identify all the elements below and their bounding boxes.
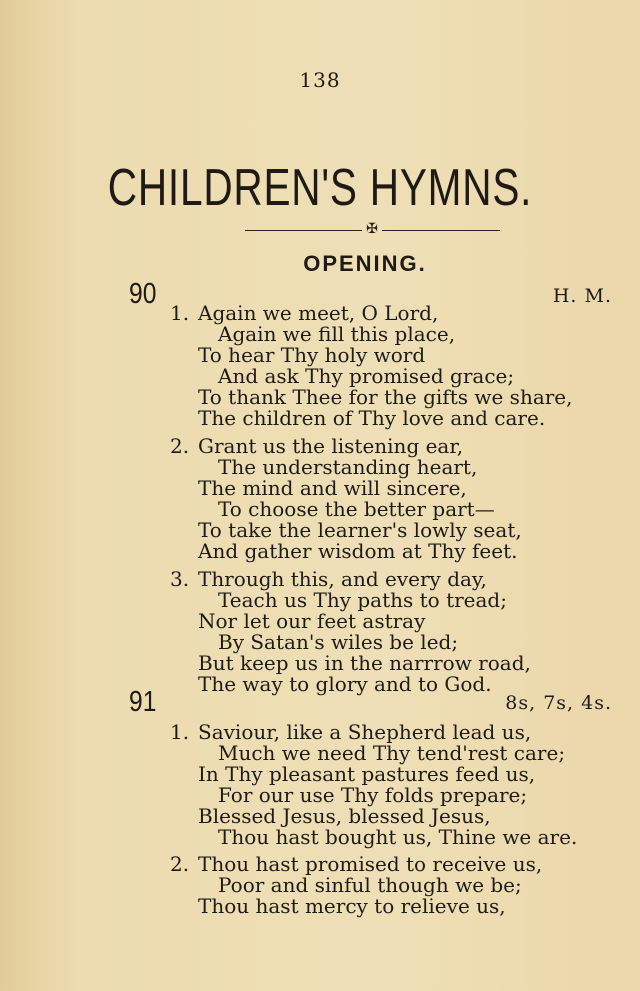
cross-ornament-icon: ✠ bbox=[366, 221, 378, 237]
verse-line: To thank Thee for the gifts we share, bbox=[198, 385, 573, 409]
ornament-rule-right bbox=[382, 230, 500, 231]
verse-number: 3. bbox=[170, 567, 190, 591]
verse-line: The way to glory and to God. bbox=[198, 672, 492, 696]
verse-line: By Satan's wiles be led; bbox=[218, 630, 459, 654]
verse-line: Saviour, like a Shepherd lead us, bbox=[198, 720, 532, 744]
hymn-number: 90 bbox=[129, 278, 157, 310]
verse-line: Again we meet, O Lord, bbox=[198, 301, 439, 325]
verse-line: Blessed Jesus, blessed Jesus, bbox=[198, 804, 491, 828]
hymn-meter: H. M. bbox=[552, 285, 612, 307]
subheading: OPENING. bbox=[303, 251, 427, 276]
verse-line: Much we need Thy tend'rest care; bbox=[218, 741, 566, 765]
verse-line: And gather wisdom at Thy feet. bbox=[198, 539, 518, 563]
section-title: CHILDREN'S HYMNS. bbox=[107, 159, 533, 217]
verse-number: 1. bbox=[170, 301, 190, 325]
page-number: 138 bbox=[299, 68, 341, 92]
verse-line: To choose the better part— bbox=[218, 497, 495, 521]
verse-line: The mind and will sincere, bbox=[198, 476, 467, 500]
verse-line: To hear Thy holy word bbox=[198, 343, 426, 367]
verse-line: The children of Thy love and care. bbox=[198, 406, 546, 430]
verse-line: In Thy pleasant pastures feed us, bbox=[198, 762, 536, 786]
verse-line: But keep us in the narrrow road, bbox=[198, 651, 531, 675]
verse-number: 2. bbox=[170, 434, 190, 458]
ornament-rule-left bbox=[245, 230, 362, 231]
verse-line: To take the learner's lowly seat, bbox=[198, 518, 522, 542]
verse-line: Through this, and every day, bbox=[198, 567, 487, 591]
title-ornament bbox=[0, 222, 640, 238]
verse-line: And ask Thy promised grace; bbox=[218, 364, 515, 388]
verse-line: Thou hast promised to receive us, bbox=[198, 852, 543, 876]
verse-line: Teach us Thy paths to tread; bbox=[218, 588, 507, 612]
verse-line: Again we fill this place, bbox=[218, 322, 456, 346]
verse-line: Grant us the listening ear, bbox=[198, 434, 464, 458]
verse-line: For our use Thy folds prepare; bbox=[218, 783, 528, 807]
verse-line: Nor let our feet astray bbox=[198, 609, 426, 633]
verse-number: 1. bbox=[170, 720, 190, 744]
verse-number: 2. bbox=[170, 852, 190, 876]
verse-line: Thou hast mercy to relieve us, bbox=[198, 894, 506, 918]
verse-line: The understanding heart, bbox=[218, 455, 478, 479]
hymn-meter: 8s, 7s, 4s. bbox=[505, 692, 612, 714]
verse-line: Poor and sinful though we be; bbox=[218, 873, 522, 897]
hymn-number: 91 bbox=[129, 686, 157, 718]
verse-line: Thou hast bought us, Thine we are. bbox=[218, 825, 578, 849]
